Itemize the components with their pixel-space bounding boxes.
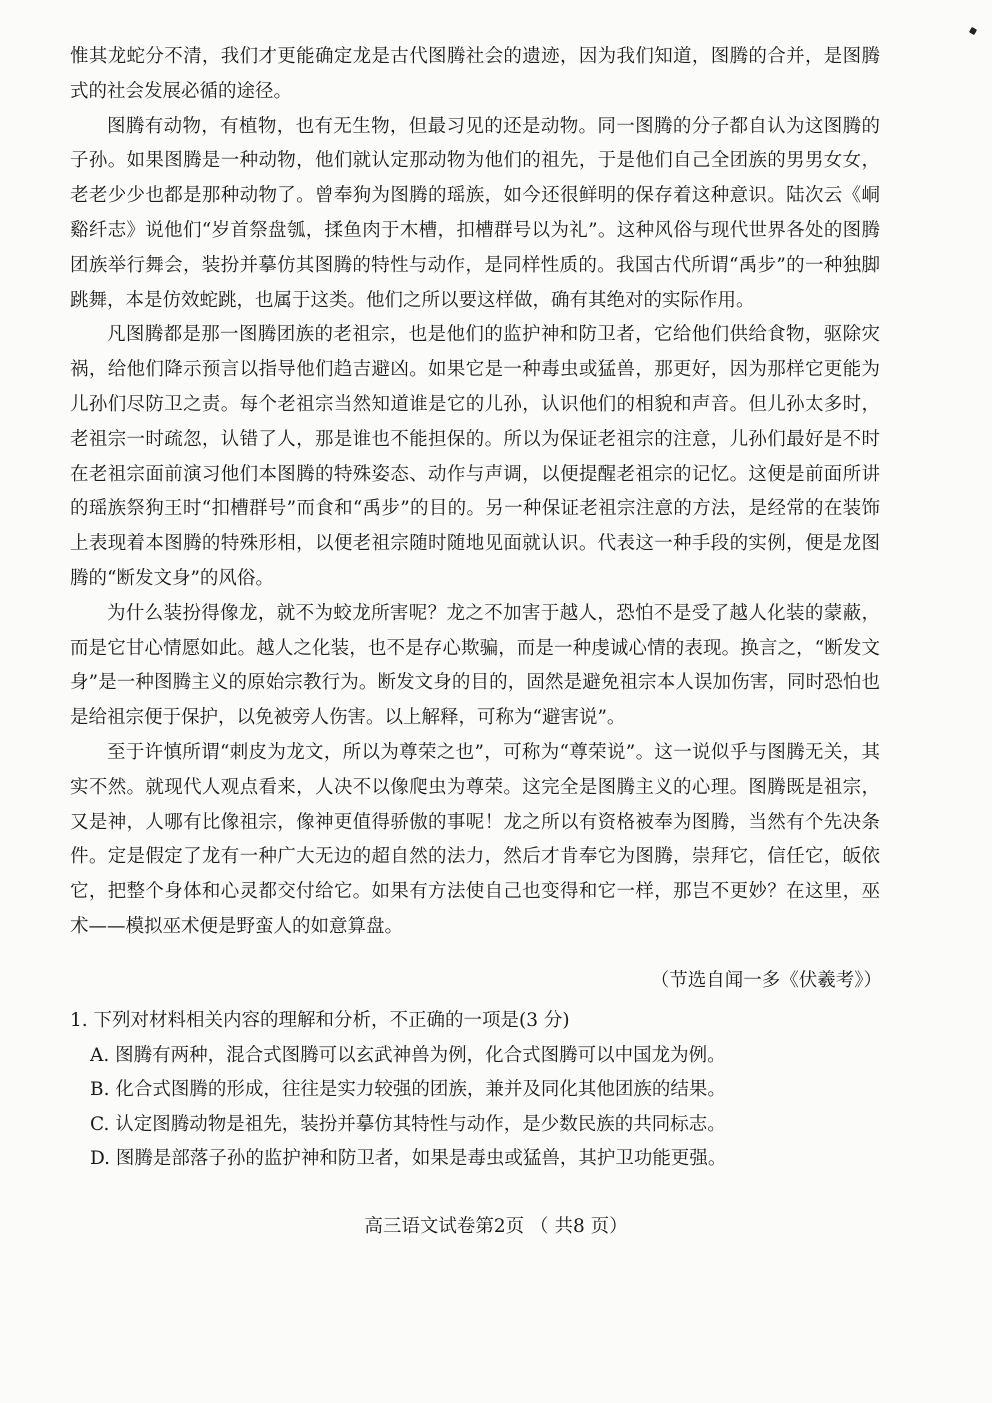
corner-speck [969, 27, 977, 35]
page-footer: 高三语文试卷第2页 （ 共8 页） [364, 1216, 628, 1237]
question-stem: 1. 下列对材料相关内容的理解和分析，不正确的一项是(3 分) [70, 1010, 570, 1031]
question-1 [70, 1004, 900, 1177]
passage-paragraph-4: 为什么装扮得像龙，就不为蛟龙所害呢？龙之不加害于越人，恐怕不是受了越人化装的蒙蔽，而是它甘心情愿如此。越人之化装，也不是存心欺骗，而是一种虔诚心情的表现。换言之，“断发文身”是一种图腾主义的原始宗教行为。断发文身的目的，固然是避免祖宗本人误加伤害，同时恐怕也是给祖宗便于保护，以免被旁人伤害。以上解释，可称为“避害说”。 [70, 602, 880, 729]
passage [70, 40, 880, 945]
passage-paragraph-1: 惟其龙蛇分不清，我们才更能确定龙是古代图腾社会的遗迹，因为我们知道，图腾的合并，是图腾式的社会发展必循的途径。 [70, 46, 880, 102]
question-options [70, 1039, 900, 1177]
passage-paragraph-2: 图腾有动物，有植物，也有无生物，但最习见的还是动物。同一图腾的分子都自认为这图腾的子孙。如果图腾是一种动物，他们就认定那动物为他们的祖先，于是他们自己全团族的男男女女，老老少少也都是那种动物了。曾奉狗为图腾的瑶族，如今还很鲜明的保存着这种意识。陆次云《峒谿纤志》说他们“岁首祭盘瓠，揉鱼肉于木槽，扣槽群号以为礼”。这种风俗与现代世界各处的图腾团族举行舞会，装扮并摹仿其图腾的特性与动作，是同样性质的。我国古代所谓“禹步”的一种独脚跳舞，本是仿效蛇跳，也属于这类。他们之所以要这样做，确有其绝对的实际作用。 [70, 115, 880, 311]
option-a: A. 图腾有两种，混合式图腾可以玄武神兽为例，化合式图腾可以中国龙为例。 [90, 1044, 726, 1066]
passage-source: （节选自闻一多《伏羲考》） [650, 970, 882, 991]
option-c: C. 认定图腾动物是祖先，装扮并摹仿其特性与动作，是少数民族的共同标志。 [90, 1113, 726, 1135]
option-d: D. 图腾是部落子孙的监护神和防卫者，如果是毒虫或猛兽，其护卫功能更强。 [90, 1148, 727, 1169]
passage-paragraph-5: 至于许慎所谓“刺皮为龙文，所以为尊荣之也”，可称为“尊荣说”。这一说似乎与图腾无关，其实不然。就现代人观点看来，人决不以像爬虫为尊荣。这完全是图腾主义的心理。图腾既是祖宗，又是神，人哪有比像祖宗，像神更值得骄傲的事呢！龙之所以有资格被奉为图腾，当然有个先决条件。定是假定了龙有一种广大无边的超自然的法力，然后才肯奉它为图腾，崇拜它，信任它，皈依它，把整个身体和心灵都交付给它。如果有方法使自己也变得和它一样，那岂不更妙？在这里，巫术——模拟巫术便是野蛮人的如意算盘。 [70, 741, 880, 937]
passage-paragraph-3: 凡图腾都是那一图腾团族的老祖宗，也是他们的监护神和防卫者，它给他们供给食物，驱除灾祸，给他们降示预言以指导他们趋吉避凶。如果它是一种毒虫或猛兽，那更好，因为那样它更能为儿孙们尽防卫之责。每个老祖宗当然知道谁是它的儿孙，认识他们的相貌和声音。但儿孙太多时，老祖宗一时疏忽，认错了人，那是谁也不能担保的。所以为保证老祖宗的注意，儿孙们最好是不时在老祖宗面前演习他们本图腾的特殊姿态、动作与声调，以便提醒老祖宗的记忆。这便是前面所讲的瑶族祭狗王时“扣槽群号”而食和“禹步”的目的。另一种保证老祖宗注意的方法，是经常的在装饰上表现着本图腾的特殊形相，以便老祖宗随时随地见面就认识。代表这一种手段的实例，便是龙图腾的“断发文身”的风俗。 [70, 324, 880, 589]
option-b: B. 化合式图腾的形成，往往是实力较强的团族，兼并及同化其他团族的结果。 [90, 1079, 726, 1100]
